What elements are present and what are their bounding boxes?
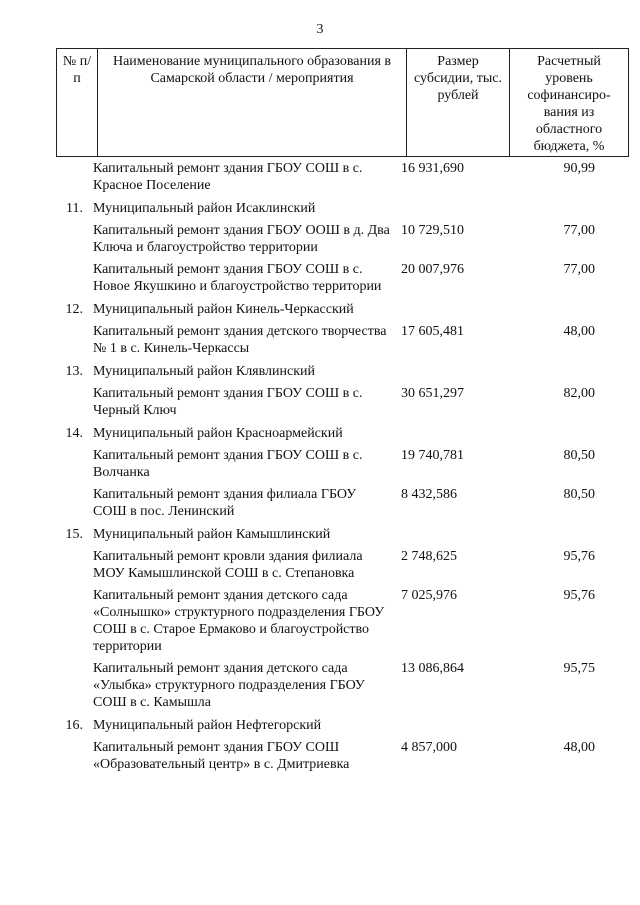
- row-rate: 80,50: [563, 487, 595, 502]
- table-row: [56, 301, 592, 318]
- row-num: [56, 447, 93, 481]
- row-num: [56, 261, 93, 295]
- row-num: 16.: [65, 718, 83, 733]
- header-rate: Расчетный уровень софинансиро-вания из областного бюджета, %: [510, 49, 629, 157]
- header-sum: Размер субсидии, тыс. рублей: [407, 49, 510, 157]
- row-name: Капитальный ремонт здания детского сада «Солнышко» структурного подразделения ГБОУ СОШ в с. Старое Ермаково и благоустройство территории: [93, 588, 385, 654]
- table-row: [56, 363, 592, 380]
- table-row: [56, 323, 595, 357]
- row-num: [56, 323, 93, 357]
- row-num: 11.: [66, 201, 83, 216]
- table-row: [56, 160, 595, 194]
- row-rate: 90,99: [563, 161, 595, 176]
- row-num: 13.: [65, 364, 83, 379]
- row-sum: 19 740,781: [401, 448, 464, 463]
- header-num: № п/п: [57, 49, 98, 157]
- table-row: [56, 486, 595, 520]
- row-num: [56, 587, 93, 655]
- row-name: Капитальный ремонт здания ГБОУ СОШ «Образовательный центр» в с. Дмитриевка: [93, 740, 350, 772]
- row-sum: 4 857,000: [401, 740, 457, 755]
- table-row: [56, 425, 592, 442]
- table-row: [56, 548, 595, 582]
- row-name: Капитальный ремонт здания ГБОУ СОШ в с. Новое Якушкино и благоустройство территории: [93, 262, 382, 294]
- row-sum: 2 748,625: [401, 549, 457, 564]
- row-sum: 17 605,481: [401, 324, 464, 339]
- row-num: [56, 660, 93, 711]
- table-row: [56, 526, 592, 543]
- row-num: [56, 160, 93, 194]
- table-body: [56, 158, 595, 773]
- row-name: Капитальный ремонт здания ГБОУ СОШ в с. Черный Ключ: [93, 386, 363, 418]
- row-sum: 16 931,690: [401, 161, 464, 176]
- header-name: Наименование муниципального образования в Самарской области / мероприятия: [98, 49, 407, 157]
- row-name: Капитальный ремонт здания ГБОУ ООШ в д. Два Ключа и благоустройство территории: [93, 223, 390, 255]
- row-name: Капитальный ремонт здания ГБОУ СОШ в с. Красное Поселение: [93, 161, 363, 193]
- row-name: Муниципальный район Камышлинский: [93, 527, 331, 542]
- row-rate: 95,75: [563, 661, 595, 676]
- row-num: 14.: [65, 426, 83, 441]
- row-name: Капитальный ремонт кровли здания филиала МОУ Камышлинской СОШ в с. Степановка: [93, 549, 363, 581]
- row-num: [56, 385, 93, 419]
- row-rate: 48,00: [563, 740, 595, 755]
- row-name: Муниципальный район Исаклинский: [93, 201, 316, 216]
- row-sum: 30 651,297: [401, 386, 464, 401]
- row-name: Муниципальный район Нефтегорский: [93, 718, 322, 733]
- row-name: Капитальный ремонт здания детского сада «Улыбка» структурного подразделения ГБОУ СОШ в с. Камышла: [93, 661, 365, 710]
- row-rate: 80,50: [563, 448, 595, 463]
- row-sum: 13 086,864: [401, 661, 464, 676]
- table-row: [56, 717, 592, 734]
- table-row: [56, 261, 595, 295]
- row-sum: 8 432,586: [401, 487, 457, 502]
- row-num: [56, 548, 93, 582]
- row-name: Муниципальный район Кинель-Черкасский: [93, 302, 354, 317]
- row-name: Капитальный ремонт здания филиала ГБОУ СОШ в пос. Ленинский: [93, 487, 357, 519]
- row-num: [56, 486, 93, 520]
- table-header: [56, 48, 629, 157]
- row-rate: 95,76: [563, 549, 595, 564]
- row-num: [56, 222, 93, 256]
- row-rate: 48,00: [563, 324, 595, 339]
- row-sum: 7 025,976: [401, 588, 457, 603]
- row-rate: 77,00: [563, 262, 595, 277]
- row-rate: 95,76: [563, 588, 595, 603]
- row-sum: 10 729,510: [401, 223, 464, 238]
- row-name: Капитальный ремонт здания ГБОУ СОШ в с. Волчанка: [93, 448, 363, 480]
- row-name: Муниципальный район Красноармейский: [93, 426, 343, 441]
- row-name: Капитальный ремонт здания детского творчества № 1 в с. Кинель-Черкассы: [93, 324, 387, 356]
- row-num: 15.: [65, 527, 83, 542]
- row-rate: 82,00: [563, 386, 595, 401]
- row-sum: 20 007,976: [401, 262, 464, 277]
- table-row: [56, 200, 592, 217]
- table-row: [56, 660, 595, 711]
- table-row: [56, 222, 595, 256]
- row-num: [56, 739, 93, 773]
- row-name: Муниципальный район Клявлинский: [93, 364, 316, 379]
- table-row: [56, 739, 595, 773]
- table-row: [56, 385, 595, 419]
- row-num: 12.: [65, 302, 83, 317]
- page-number: 3: [316, 22, 324, 37]
- table-row: [56, 447, 595, 481]
- row-rate: 77,00: [563, 223, 595, 238]
- table-row: [56, 587, 595, 655]
